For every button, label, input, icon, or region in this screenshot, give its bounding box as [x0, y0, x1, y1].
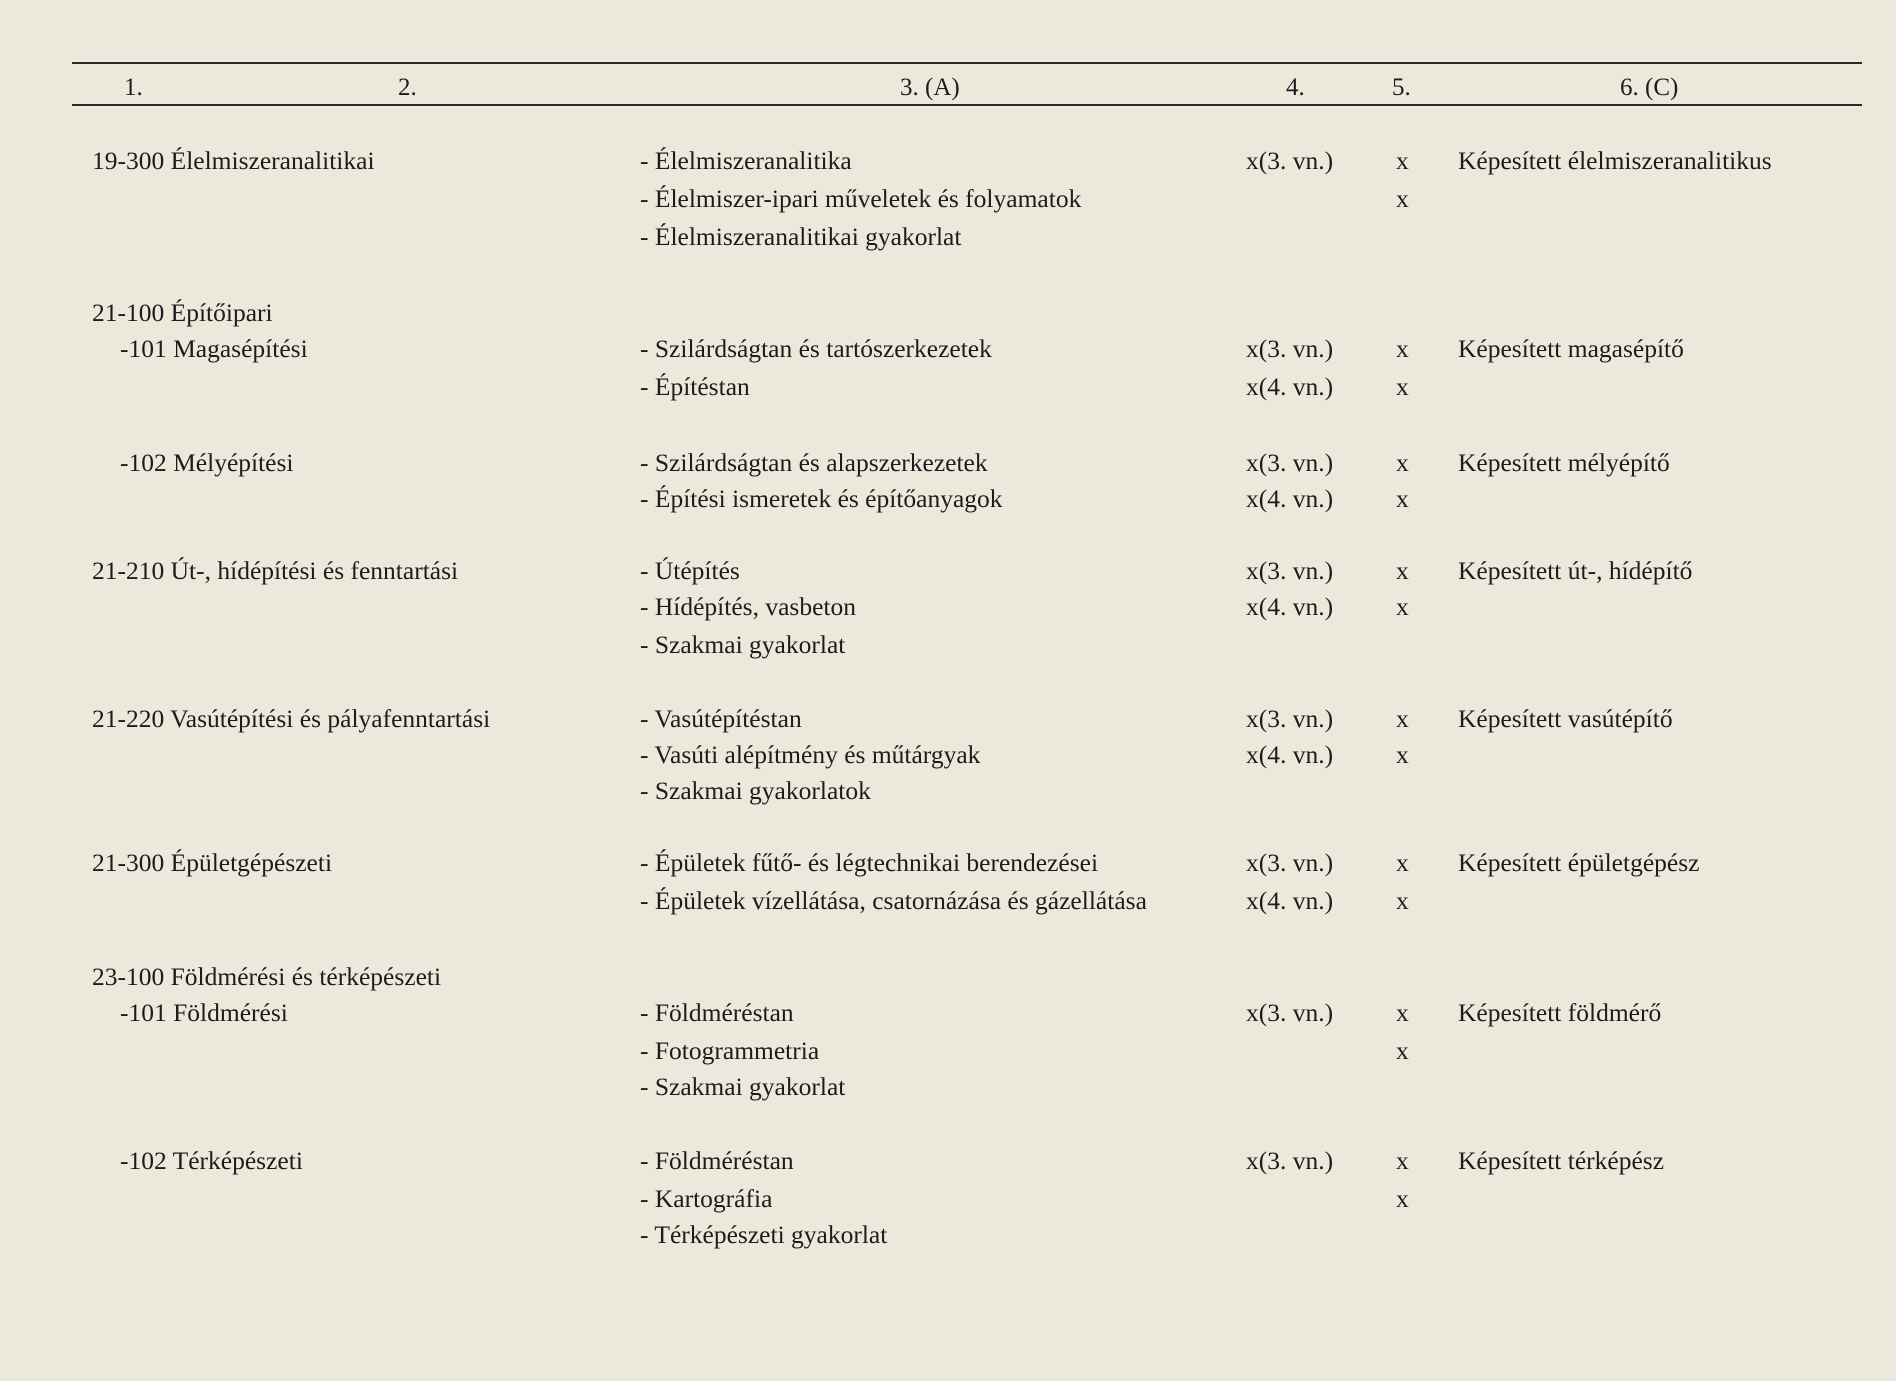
qualification-title: Képesített mélyépítő	[1458, 448, 1670, 477]
column-header-1: 1.	[124, 74, 143, 101]
exam-subject: - Élelmiszeranalitika	[640, 146, 852, 175]
oral-exam-mark: x	[1396, 556, 1409, 585]
qualification-title: Képesített út-, hídépítő	[1458, 556, 1693, 585]
written-exam-mark: x(4. vn.)	[1246, 484, 1334, 513]
oral-exam-mark: x	[1396, 448, 1409, 477]
oral-exam-mark: x	[1396, 484, 1409, 513]
exam-subject: - Vasútépítéstan	[640, 704, 802, 733]
written-exam-mark: x(3. vn.)	[1246, 556, 1334, 585]
exam-subject: - Fotogrammetria	[640, 1036, 820, 1065]
written-exam-mark: x(4. vn.)	[1246, 592, 1334, 621]
exam-subject: - Szilárdságtan és tartószerkezetek	[640, 334, 992, 363]
written-exam-mark: x(4. vn.)	[1246, 372, 1334, 401]
exam-subject: - Vasúti alépítmény és műtárgyak	[640, 740, 981, 769]
oral-exam-mark: x	[1396, 334, 1409, 363]
qualification-code-name: 21-220 Vasútépítési és pályafenntartási	[92, 704, 491, 733]
column-header-4: 4.	[1286, 74, 1305, 101]
written-exam-mark: x(3. vn.)	[1246, 334, 1334, 363]
oral-exam-mark: x	[1396, 886, 1409, 915]
exam-subject: - Építési ismeretek és építőanyagok	[640, 484, 1003, 513]
exam-subject: - Szakmai gyakorlat	[640, 630, 846, 659]
exam-subject: - Épületek vízellátása, csatornázása és gázellátása	[640, 886, 1147, 915]
qualification-code-name: -102 Térképészeti	[120, 1146, 303, 1175]
written-exam-mark: x(3. vn.)	[1246, 146, 1334, 175]
oral-exam-mark: x	[1396, 1146, 1409, 1175]
qualification-title: Képesített magasépítő	[1458, 334, 1684, 363]
written-exam-mark: x(3. vn.)	[1246, 704, 1334, 733]
qualification-code-name: -102 Mélyépítési	[120, 448, 294, 477]
oral-exam-mark: x	[1396, 1184, 1409, 1213]
written-exam-mark: x(3. vn.)	[1246, 848, 1334, 877]
exam-subject: - Hídépítés, vasbeton	[640, 592, 856, 621]
oral-exam-mark: x	[1396, 146, 1409, 175]
exam-subject: - Térképészeti gyakorlat	[640, 1220, 888, 1249]
qualification-title: Képesített vasútépítő	[1458, 704, 1673, 733]
exam-subject: - Élelmiszer-ipari műveletek és folyamatok	[640, 184, 1082, 213]
written-exam-mark: x(3. vn.)	[1246, 1146, 1334, 1175]
written-exam-mark: x(4. vn.)	[1246, 886, 1334, 915]
exam-subject: - Épületek fűtő- és légtechnikai berendezései	[640, 848, 1099, 877]
oral-exam-mark: x	[1396, 740, 1409, 769]
oral-exam-mark: x	[1396, 1036, 1409, 1065]
exam-subject: - Szilárdságtan és alapszerkezetek	[640, 448, 988, 477]
exam-subject: - Útépítés	[640, 556, 740, 585]
qualification-code-name: 21-210 Út-, hídépítési és fenntartási	[92, 556, 459, 585]
qualification-code-name: 21-100 Építőipari	[92, 298, 273, 327]
column-header-6: 6. (C)	[1620, 74, 1679, 101]
exam-subject: - Élelmiszeranalitikai gyakorlat	[640, 222, 962, 251]
oral-exam-mark: x	[1396, 184, 1409, 213]
written-exam-mark: x(3. vn.)	[1246, 448, 1334, 477]
exam-subject: - Földméréstan	[640, 1146, 794, 1175]
qualification-title: Képesített földmérő	[1458, 998, 1662, 1027]
qualification-code-name: 23-100 Földmérési és térképészeti	[92, 962, 442, 991]
exam-subject: - Építéstan	[640, 372, 750, 401]
exam-subject: - Szakmai gyakorlat	[640, 1072, 846, 1101]
written-exam-mark: x(3. vn.)	[1246, 998, 1334, 1027]
oral-exam-mark: x	[1396, 848, 1409, 877]
qualification-code-name: -101 Földmérési	[120, 998, 288, 1027]
qualification-code-name: 19-300 Élelmiszeranalitikai	[92, 146, 375, 175]
oral-exam-mark: x	[1396, 704, 1409, 733]
oral-exam-mark: x	[1396, 592, 1409, 621]
header-bottom-rule	[72, 104, 1862, 106]
header-top-rule	[72, 62, 1862, 64]
exam-subject: - Szakmai gyakorlatok	[640, 776, 871, 805]
qualification-code-name: -101 Magasépítési	[120, 334, 308, 363]
exam-subject: - Kartográfia	[640, 1184, 773, 1213]
qualification-code-name: 21-300 Épületgépészeti	[92, 848, 333, 877]
qualification-title: Képesített térképész	[1458, 1146, 1665, 1175]
qualification-title: Képesített épületgépész	[1458, 848, 1700, 877]
oral-exam-mark: x	[1396, 998, 1409, 1027]
written-exam-mark: x(4. vn.)	[1246, 740, 1334, 769]
qualification-title: Képesített élelmiszeranalitikus	[1458, 146, 1772, 175]
column-header-2: 2.	[398, 74, 417, 101]
column-header-3: 3. (A)	[900, 74, 960, 101]
column-header-5: 5.	[1392, 74, 1411, 101]
oral-exam-mark: x	[1396, 372, 1409, 401]
exam-subject: - Földméréstan	[640, 998, 794, 1027]
